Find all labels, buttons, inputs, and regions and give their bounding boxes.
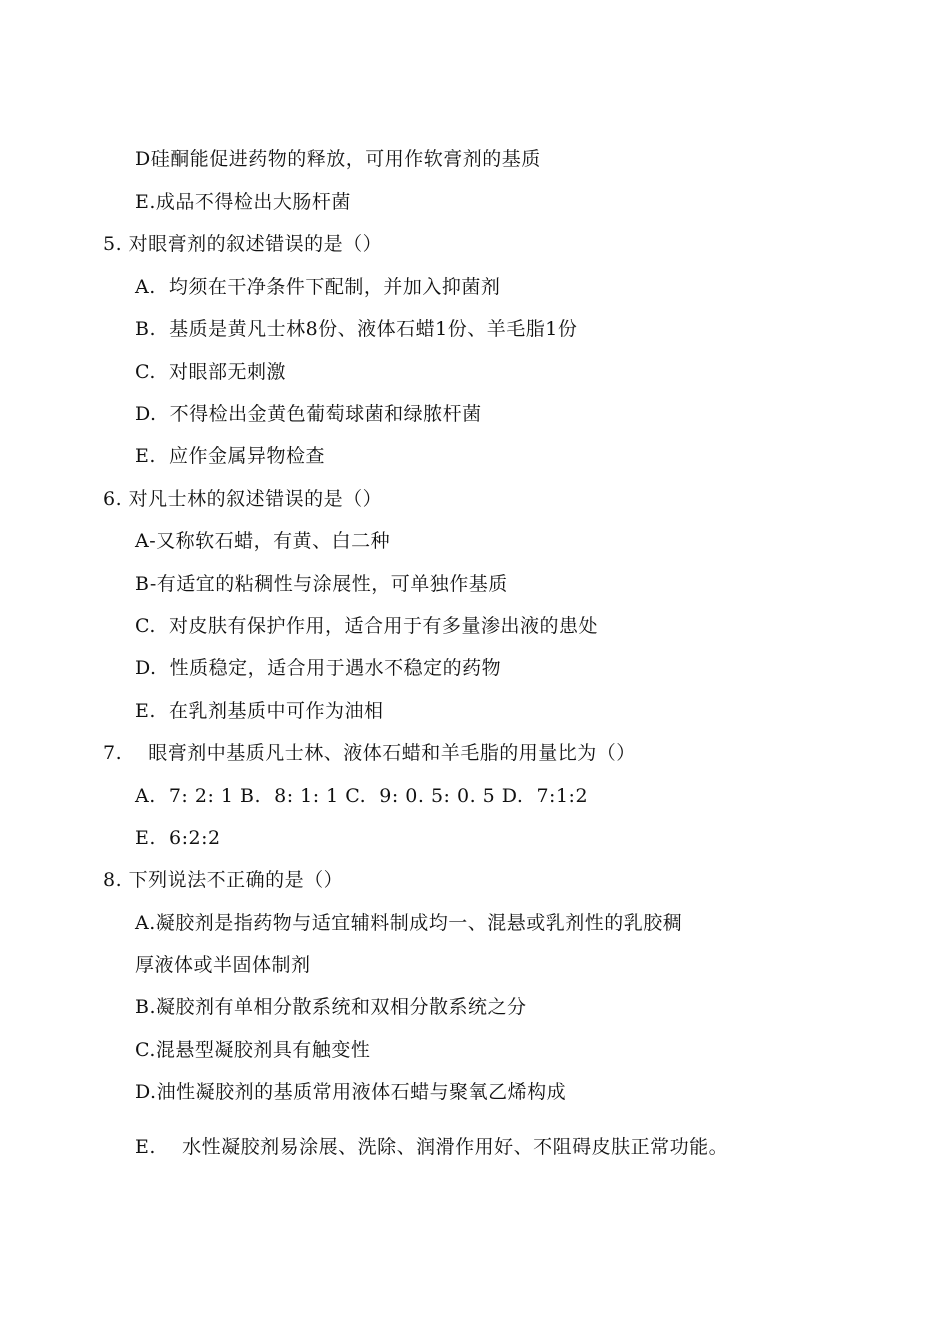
- option-text: B.凝胶剂有单相分散系统和双相分散系统之分: [135, 996, 527, 1018]
- option-text: E.成品不得检出大肠杆菌: [135, 191, 351, 213]
- question-title: 5. 对眼膏剂的叙述错误的是（）: [103, 233, 383, 255]
- question-title: 6. 对凡士林的叙述错误的是（）: [103, 488, 383, 510]
- option-text: A. 7: 2: 1 B. 8: 1: 1 C. 9: 0. 5: 0. 5 D. 7:1:2: [135, 785, 589, 807]
- option-text: C. 对眼部无刺激: [135, 361, 286, 383]
- option-text: D.油性凝胶剂的基质常用液体石蜡与聚氧乙烯构成: [135, 1081, 567, 1103]
- option-text: C.混悬型凝胶剂具有触变性: [135, 1039, 371, 1061]
- option-text: D. 不得检出金黄色葡萄球菌和绿脓杆菌: [135, 403, 482, 425]
- option-text: B-有适宜的粘稠性与涂展性，可单独作基质: [135, 573, 508, 595]
- option-text: B. 基质是黄凡士林8份、液体石蜡1份、羊毛脂1份: [135, 318, 578, 340]
- option-text: A.凝胶剂是指药物与适宜辅料制成均一、混悬或乳剂性的乳胶稠: [135, 912, 683, 934]
- option-text: D. 性质稳定，适合用于遇水不稳定的药物: [135, 657, 502, 679]
- option-text: D硅酮能促进药物的释放，可用作软膏剂的基质: [135, 148, 541, 170]
- option-text: A-又称软石蜡，有黄、白二种: [135, 530, 391, 552]
- option-text: 厚液体或半固体制剂: [135, 954, 311, 976]
- question-title: 7. 眼膏剂中基质凡士林、液体石蜡和羊毛脂的用量比为（）: [103, 742, 636, 764]
- option-text: C. 对皮肤有保护作用，适合用于有多量渗出液的患处: [135, 615, 598, 637]
- option-text: A. 均须在干净条件下配制，并加入抑菌剂: [135, 276, 501, 298]
- option-text: E. 在乳剂基质中可作为油相: [135, 700, 384, 722]
- question-title: 8. 下列说法不正确的是（）: [103, 869, 344, 891]
- option-text: E. 应作金属异物检查: [135, 445, 325, 467]
- option-text: E. 水性凝胶剂易涂展、洗除、润滑作用好、不阻碍皮肤正常功能。: [135, 1136, 729, 1158]
- option-text: E. 6:2:2: [135, 827, 221, 849]
